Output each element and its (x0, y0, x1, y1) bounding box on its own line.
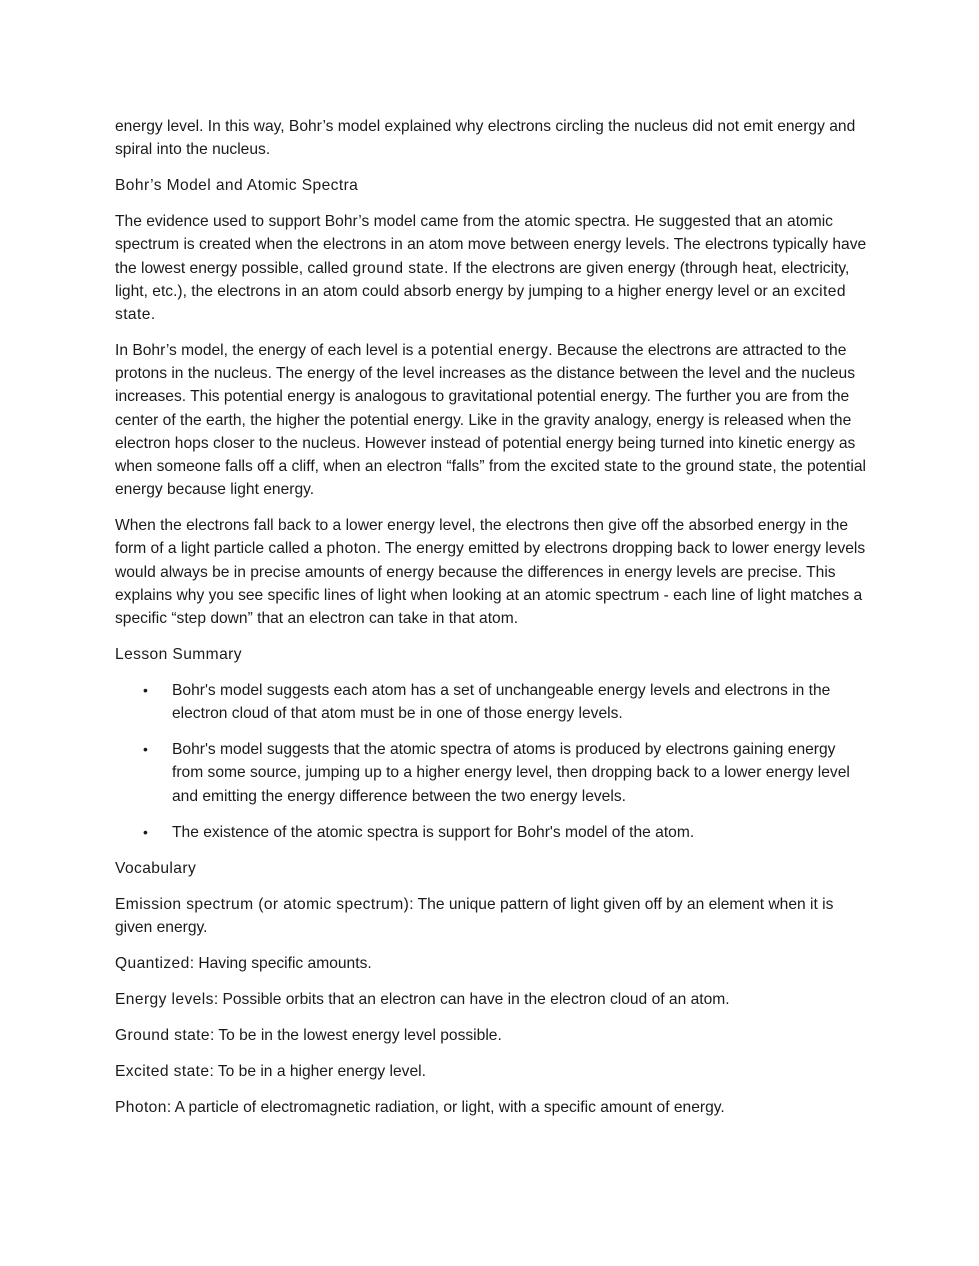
vocab-entry (115, 893, 867, 939)
text-run: . (150, 306, 156, 324)
list-item (143, 821, 867, 844)
bullet-icon: • (143, 682, 148, 699)
vocab-term: Excited state (115, 1062, 210, 1080)
text-run: . The energy emitted by electrons dropping back to lower energy levels would always be in precise amounts of energy because the differences in energy levels are precise. This explains why you see specific lines of light when looking at an atomic spectrum - each line of light matches a specific “step down” that an electron can take in that atom. (115, 540, 866, 628)
text-run: . If the electrons are given energy (through heat, electricity, light, etc.), the electrons in an atom could absorb energy by jumping to a higher energy level or an (115, 259, 850, 300)
vocab-term: Quantized (115, 954, 190, 972)
list-item (143, 679, 867, 725)
vocab-definition: : The unique pattern of light given off by an element when it is given energy. (115, 895, 834, 936)
bullet-icon: • (143, 823, 148, 840)
vocab-term: Photon (115, 1098, 167, 1116)
vocab-entry (115, 1096, 867, 1119)
vocab-entry (115, 988, 867, 1011)
text-run: In Bohr’s model, the energy of each level is a (115, 342, 431, 360)
vocab-term: Ground state (115, 1026, 210, 1044)
vocab-definition: : A particle of electromagnetic radiation, or light, with a specific amount of energy. (166, 1098, 725, 1116)
section-heading-spectra: Bohr’s Model and Atomic Spectra (115, 177, 359, 195)
text-run: The evidence used to support Bohr’s model came from the atomic spectra. He suggested that an atomic spectrum is created when the electrons in an atom move between energy levels. The electrons typically have the lowest energy possible, called (115, 213, 867, 277)
list-item-text: Bohr's model suggests each atom has a set of unchangeable energy levels and electrons in the electron cloud of that atom must be in one of those energy levels. (172, 682, 831, 723)
vocab-term: Energy levels (115, 990, 214, 1008)
section-heading-summary: Lesson Summary (115, 646, 242, 664)
vocab-definition: : Possible orbits that an electron can have in the electron cloud of an atom. (213, 990, 730, 1008)
term-excited-state: excited state (115, 282, 846, 324)
term-photon: photon (326, 540, 377, 558)
list-item-text: Bohr's model suggests that the atomic spectra of atoms is produced by electrons gaining energy from some source, jumping up to a higher energy level, then dropping back to a lower energy level and emitting the energy difference between the two energy levels. (172, 741, 850, 805)
paragraph-potential-energy (115, 339, 867, 501)
vocab-term: Emission spectrum (or atomic spectrum) (115, 895, 410, 913)
vocab-entry (115, 1060, 867, 1083)
vocabulary-list (115, 893, 867, 1119)
paragraph-evidence (115, 210, 867, 326)
text-run: . Because the electrons are attracted to the protons in the nucleus. The energy of the level increases as the distance between the level and the nucleus increases. This potential energy is analogous to gravitational potential energy. The further you are from the center of the earth, the higher the potential energy. Like in the gravity analogy, energy is released when the electron hops closer to the nucleus. However instead of potential energy being turned into kinetic energy as when someone falls off a cliff, when an electron “falls” from the excited state to the ground state, the potential energy because light energy. (115, 342, 866, 499)
paragraph-photon (115, 514, 867, 630)
vocab-definition: : Having specific amounts. (189, 954, 372, 972)
term-ground-state: ground state (352, 259, 445, 277)
term-potential-energy: potential energy (430, 342, 549, 360)
list-item-text: The existence of the atomic spectra is support for Bohr's model of the atom. (172, 823, 695, 841)
vocab-definition: : To be in a higher energy level. (209, 1062, 426, 1080)
vocab-entry (115, 1024, 867, 1047)
bullet-icon: • (143, 741, 148, 758)
vocab-entry (115, 952, 867, 975)
vocab-definition: : To be in the lowest energy level possible. (209, 1026, 502, 1044)
list-item (143, 738, 867, 808)
intro-paragraph: energy level. In this way, Bohr’s model explained why electrons circling the nucleus did not emit energy and spiral into the nucleus. (115, 118, 856, 159)
text-run: When the electrons fall back to a lower energy level, the electrons then give off the absorbed energy in the form of a light particle called a (115, 517, 849, 558)
section-heading-vocabulary: Vocabulary (115, 859, 197, 877)
document-page (115, 115, 867, 1132)
summary-list (115, 679, 867, 844)
